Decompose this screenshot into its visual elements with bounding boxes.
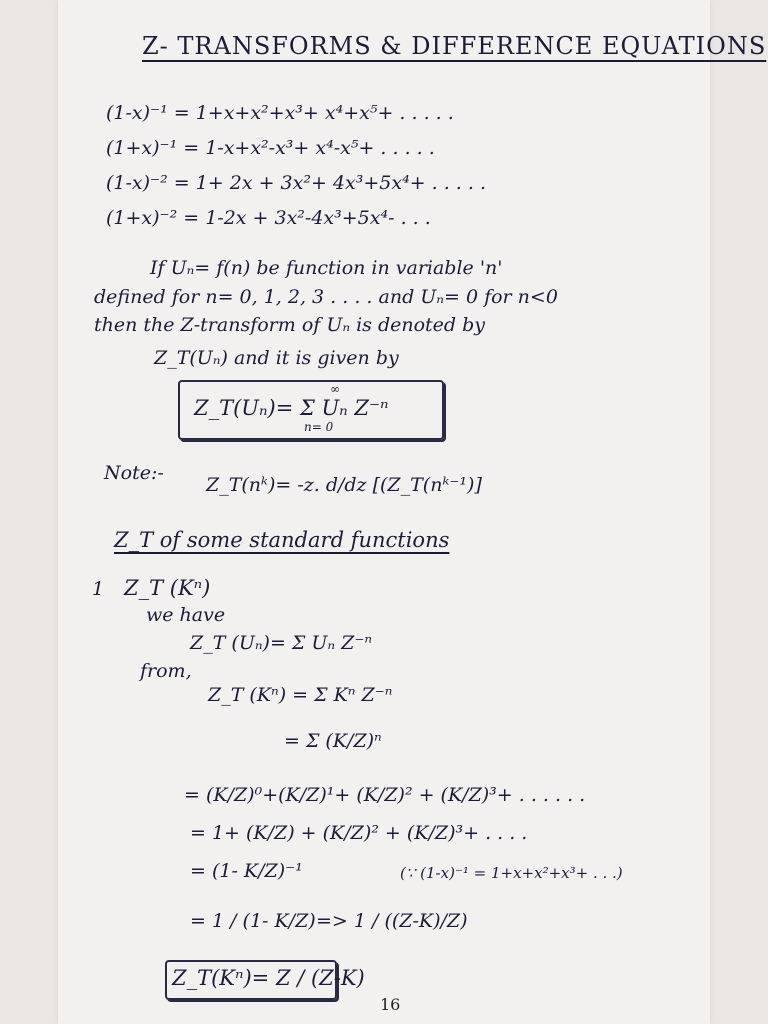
derivation-line-1: Z_T (Kⁿ) = Σ Kⁿ Z⁻ⁿ [208,684,393,706]
item-number: 1 [92,578,105,600]
result-formula: Z_T(Kⁿ)= Z / (Z-K) [172,966,365,990]
we-have-text: we have [146,604,226,626]
derivation-line-5: = (1- K/Z)⁻¹ [190,860,303,882]
definition-line-4: Z_T(Uₙ) and it is given by [154,347,399,369]
from-text: from, [140,660,192,682]
series-line-4: (1+x)⁻² = 1-2x + 3x²-4x³+5x⁴- . . . [106,207,431,229]
derivation-hint: (∵ (1-x)⁻¹ = 1+x+x²+x³+ . . .) [400,864,623,882]
derivation-line-2: = Σ (K/Z)ⁿ [284,730,382,752]
series-line-3: (1-x)⁻² = 1+ 2x + 3x²+ 4x³+5x⁴+ . . . . . [106,172,486,194]
item-heading: Z_T (Kⁿ) [124,576,211,600]
series-line-1: (1-x)⁻¹ = 1+x+x²+x³+ x⁴+x⁵+ . . . . . [106,102,454,124]
derivation-line-6a: = 1 / (1- K/Z) [190,910,316,932]
derivation-line-6b: => 1 / ((Z-K)/Z) [316,910,468,932]
sum-upper-limit: ∞ [330,382,340,396]
note-formula: Z_T(nᵏ)= -z. d/dz [(Z_T(nᵏ⁻¹)] [206,474,482,496]
series-line-2: (1+x)⁻¹ = 1-x+x²-x³+ x⁴-x⁵+ . . . . . [106,137,435,159]
standard-functions-heading: Z_T of some standard functions [114,528,450,552]
derivation-line-4: = 1+ (K/Z) + (K/Z)² + (K/Z)³+ . . . . [190,822,528,844]
definition-line-2: defined for n= 0, 1, 2, 3 . . . . and Uₙ= 0 for n<0 [94,286,558,308]
definition-line-1: If Uₙ= f(n) be function in variable 'n' [150,257,503,279]
definition-line-3: then the Z-transform of Uₙ is denoted by [94,314,486,336]
page-number: 16 [380,995,401,1014]
note-label: Note:- [104,462,164,484]
def-restated: Z_T (Uₙ)= Σ Uₙ Z⁻ⁿ [190,632,373,654]
definition-formula: Z_T(Uₙ)= Σ Uₙ Z⁻ⁿ [194,396,389,420]
sum-lower-limit: n= 0 [304,420,334,434]
page-title: Z- TRANSFORMS & DIFFERENCE EQUATIONS [142,32,767,60]
derivation-line-3: = (K/Z)⁰+(K/Z)¹+ (K/Z)² + (K/Z)³+ . . . . . . [184,784,586,806]
